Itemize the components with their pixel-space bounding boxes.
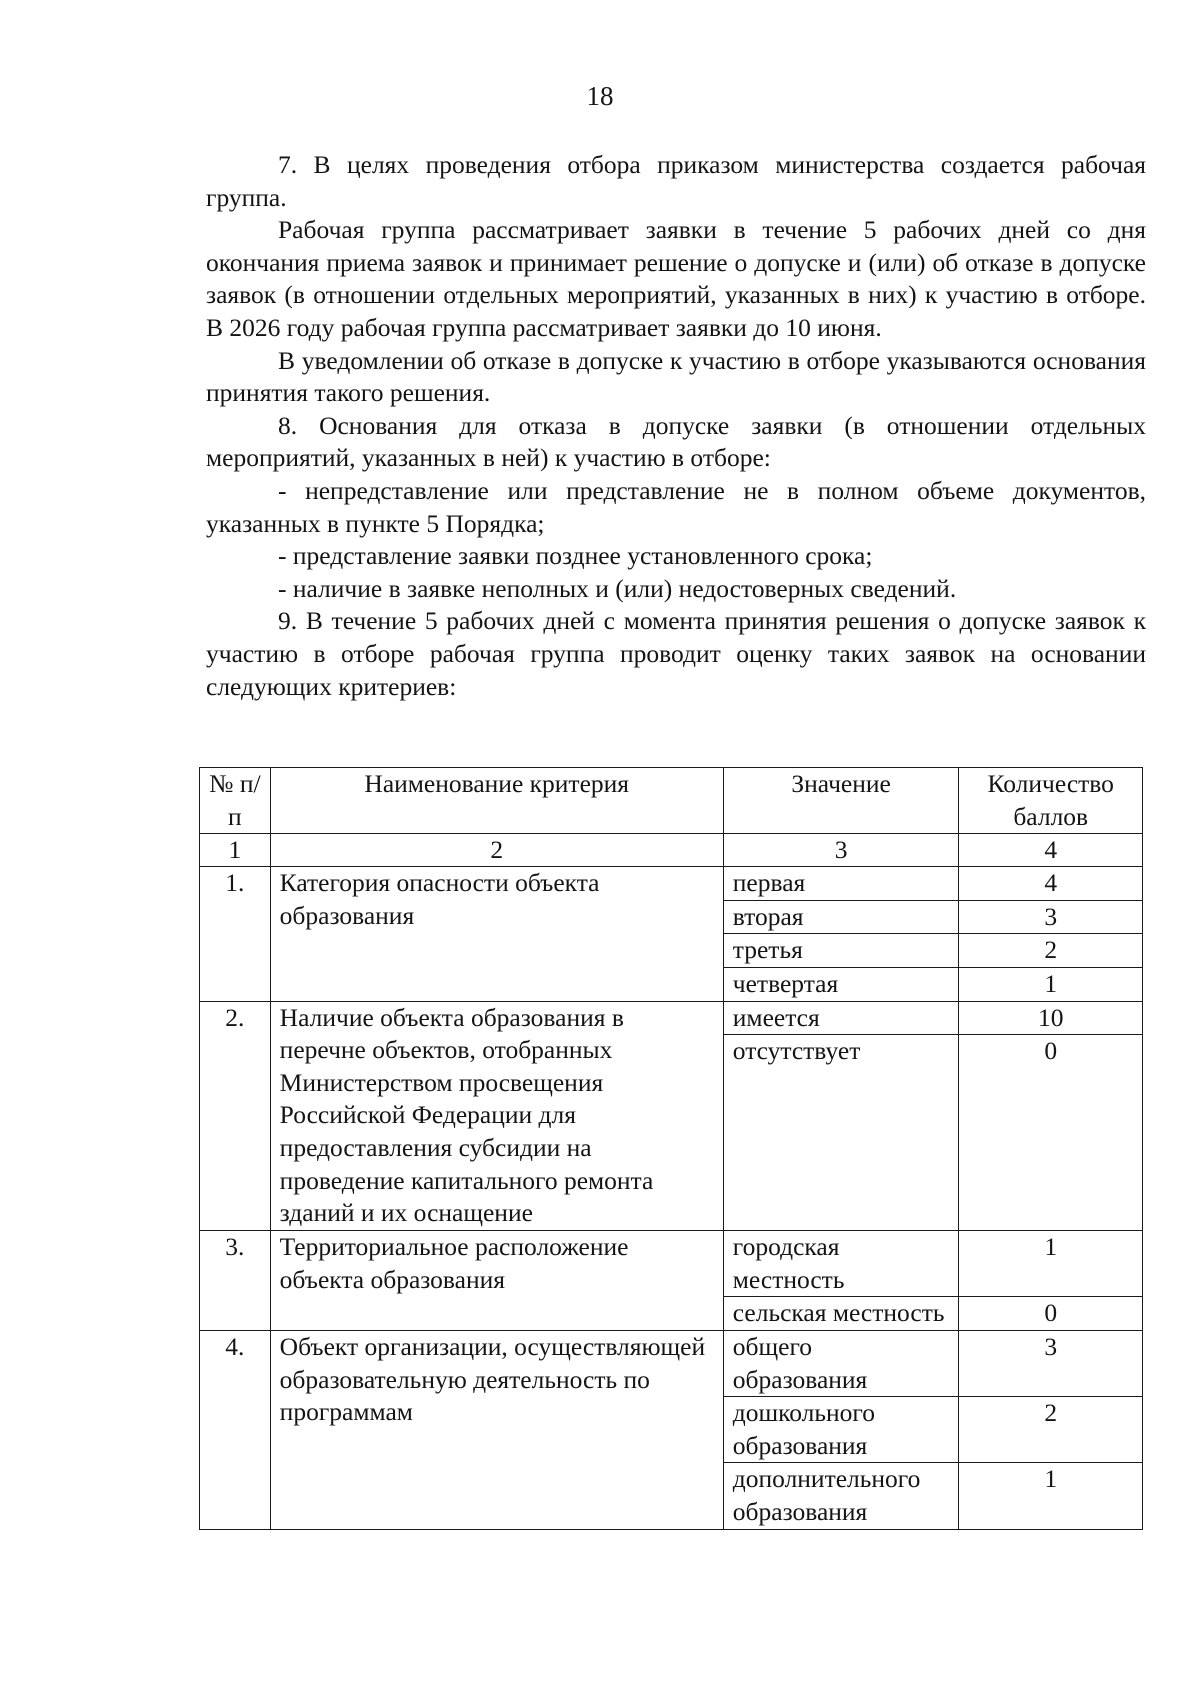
criterion-name: Категория опасности объекта образования (270, 867, 723, 1001)
criterion-value: общего образования (723, 1330, 959, 1396)
criteria-table (199, 767, 1143, 1530)
paragraph: 7. В целях проведения отбора приказом министерства создается рабочая группа. (206, 150, 1146, 212)
criterion-value: сельская местность (723, 1297, 959, 1331)
column-index: 2 (270, 834, 723, 867)
header-value: Значение (723, 768, 959, 834)
column-index: 3 (723, 834, 959, 867)
criterion-number: 3. (200, 1231, 271, 1331)
criterion-value: дошкольного образования (723, 1397, 959, 1463)
criterion-points: 0 (959, 1297, 1143, 1331)
criterion-points: 1 (959, 1463, 1143, 1529)
criterion-value: имеется (723, 1001, 959, 1035)
criterion-points: 4 (959, 867, 1143, 901)
paragraph: - наличие в заявке неполных и (или) недостоверных сведений. (278, 573, 957, 603)
paragraph: В уведомлении об отказе в допуске к участию в отборе указываются основания принятия такого решения. (206, 345, 1146, 408)
criterion-value: дополнительного образования (723, 1463, 959, 1529)
criterion-value: четвертая (723, 967, 959, 1001)
column-index-row (200, 834, 1143, 867)
page-number: 18 (586, 81, 614, 111)
criterion-points: 1 (959, 967, 1143, 1001)
criterion-value: первая (723, 867, 959, 901)
criterion-value: вторая (723, 900, 959, 934)
table-header-row (200, 768, 1143, 834)
column-index: 4 (959, 834, 1143, 867)
criterion-points: 0 (959, 1035, 1143, 1231)
paragraph: 9. В течение 5 рабочих дней с момента принятия решения о допуске заявок к участию в отборе рабочая группа проводит оценку таких заявок на основании следующих критериев: (206, 606, 1146, 701)
header-points: Количество баллов (959, 768, 1143, 834)
header-number: № п/п (200, 768, 271, 834)
paragraph: 8. Основания для отказа в допуске заявки (в отношении отдельных мероприятий, указанных в ней) к участию в отборе: (206, 410, 1146, 473)
criterion-value: отсутствует (723, 1035, 959, 1231)
criterion-value: городская местность (723, 1231, 959, 1297)
table-row (200, 1001, 1143, 1035)
criterion-points: 1 (959, 1231, 1143, 1297)
paragraph: - представление заявки позднее установленного срока; (278, 541, 873, 571)
body-text (206, 149, 1146, 703)
criterion-name: Объект организации, осуществляющей образовательную деятельность по программам (270, 1330, 723, 1529)
table-row (200, 867, 1143, 901)
paragraph: - непредставление или представление не в полном объеме документов, указанных в пункте 5 Порядка; (206, 475, 1146, 538)
criterion-number: 2. (200, 1001, 271, 1231)
criterion-points: 3 (959, 900, 1143, 934)
criterion-points: 2 (959, 934, 1143, 968)
paragraph: Рабочая группа рассматривает заявки в течение 5 рабочих дней со дня окончания приема заявок и принимает решение о допуске и (или) об отказе в допуске заявок (в отношении отдельных мероприятий, указанных в них) к участию в отборе. В 2026 году рабочая группа рассматривает заявки до 10 июня. (206, 215, 1146, 342)
criterion-points: 10 (959, 1001, 1143, 1035)
column-index: 1 (200, 834, 271, 867)
table-row (200, 1330, 1143, 1396)
criterion-number: 4. (200, 1330, 271, 1529)
criterion-value: третья (723, 934, 959, 968)
criterion-name: Наличие объекта образования в перечне объектов, отобранных Министерством просвещения Российской Федерации для предоставления субсидии на проведение капитального ремонта зданий и их оснащение (270, 1001, 723, 1231)
table-row (200, 1231, 1143, 1297)
criterion-name: Территориальное расположение объекта образования (270, 1231, 723, 1331)
criterion-points: 3 (959, 1330, 1143, 1396)
criterion-number: 1. (200, 867, 271, 1001)
header-criterion-name: Наименование критерия (270, 768, 723, 834)
criterion-points: 2 (959, 1397, 1143, 1463)
